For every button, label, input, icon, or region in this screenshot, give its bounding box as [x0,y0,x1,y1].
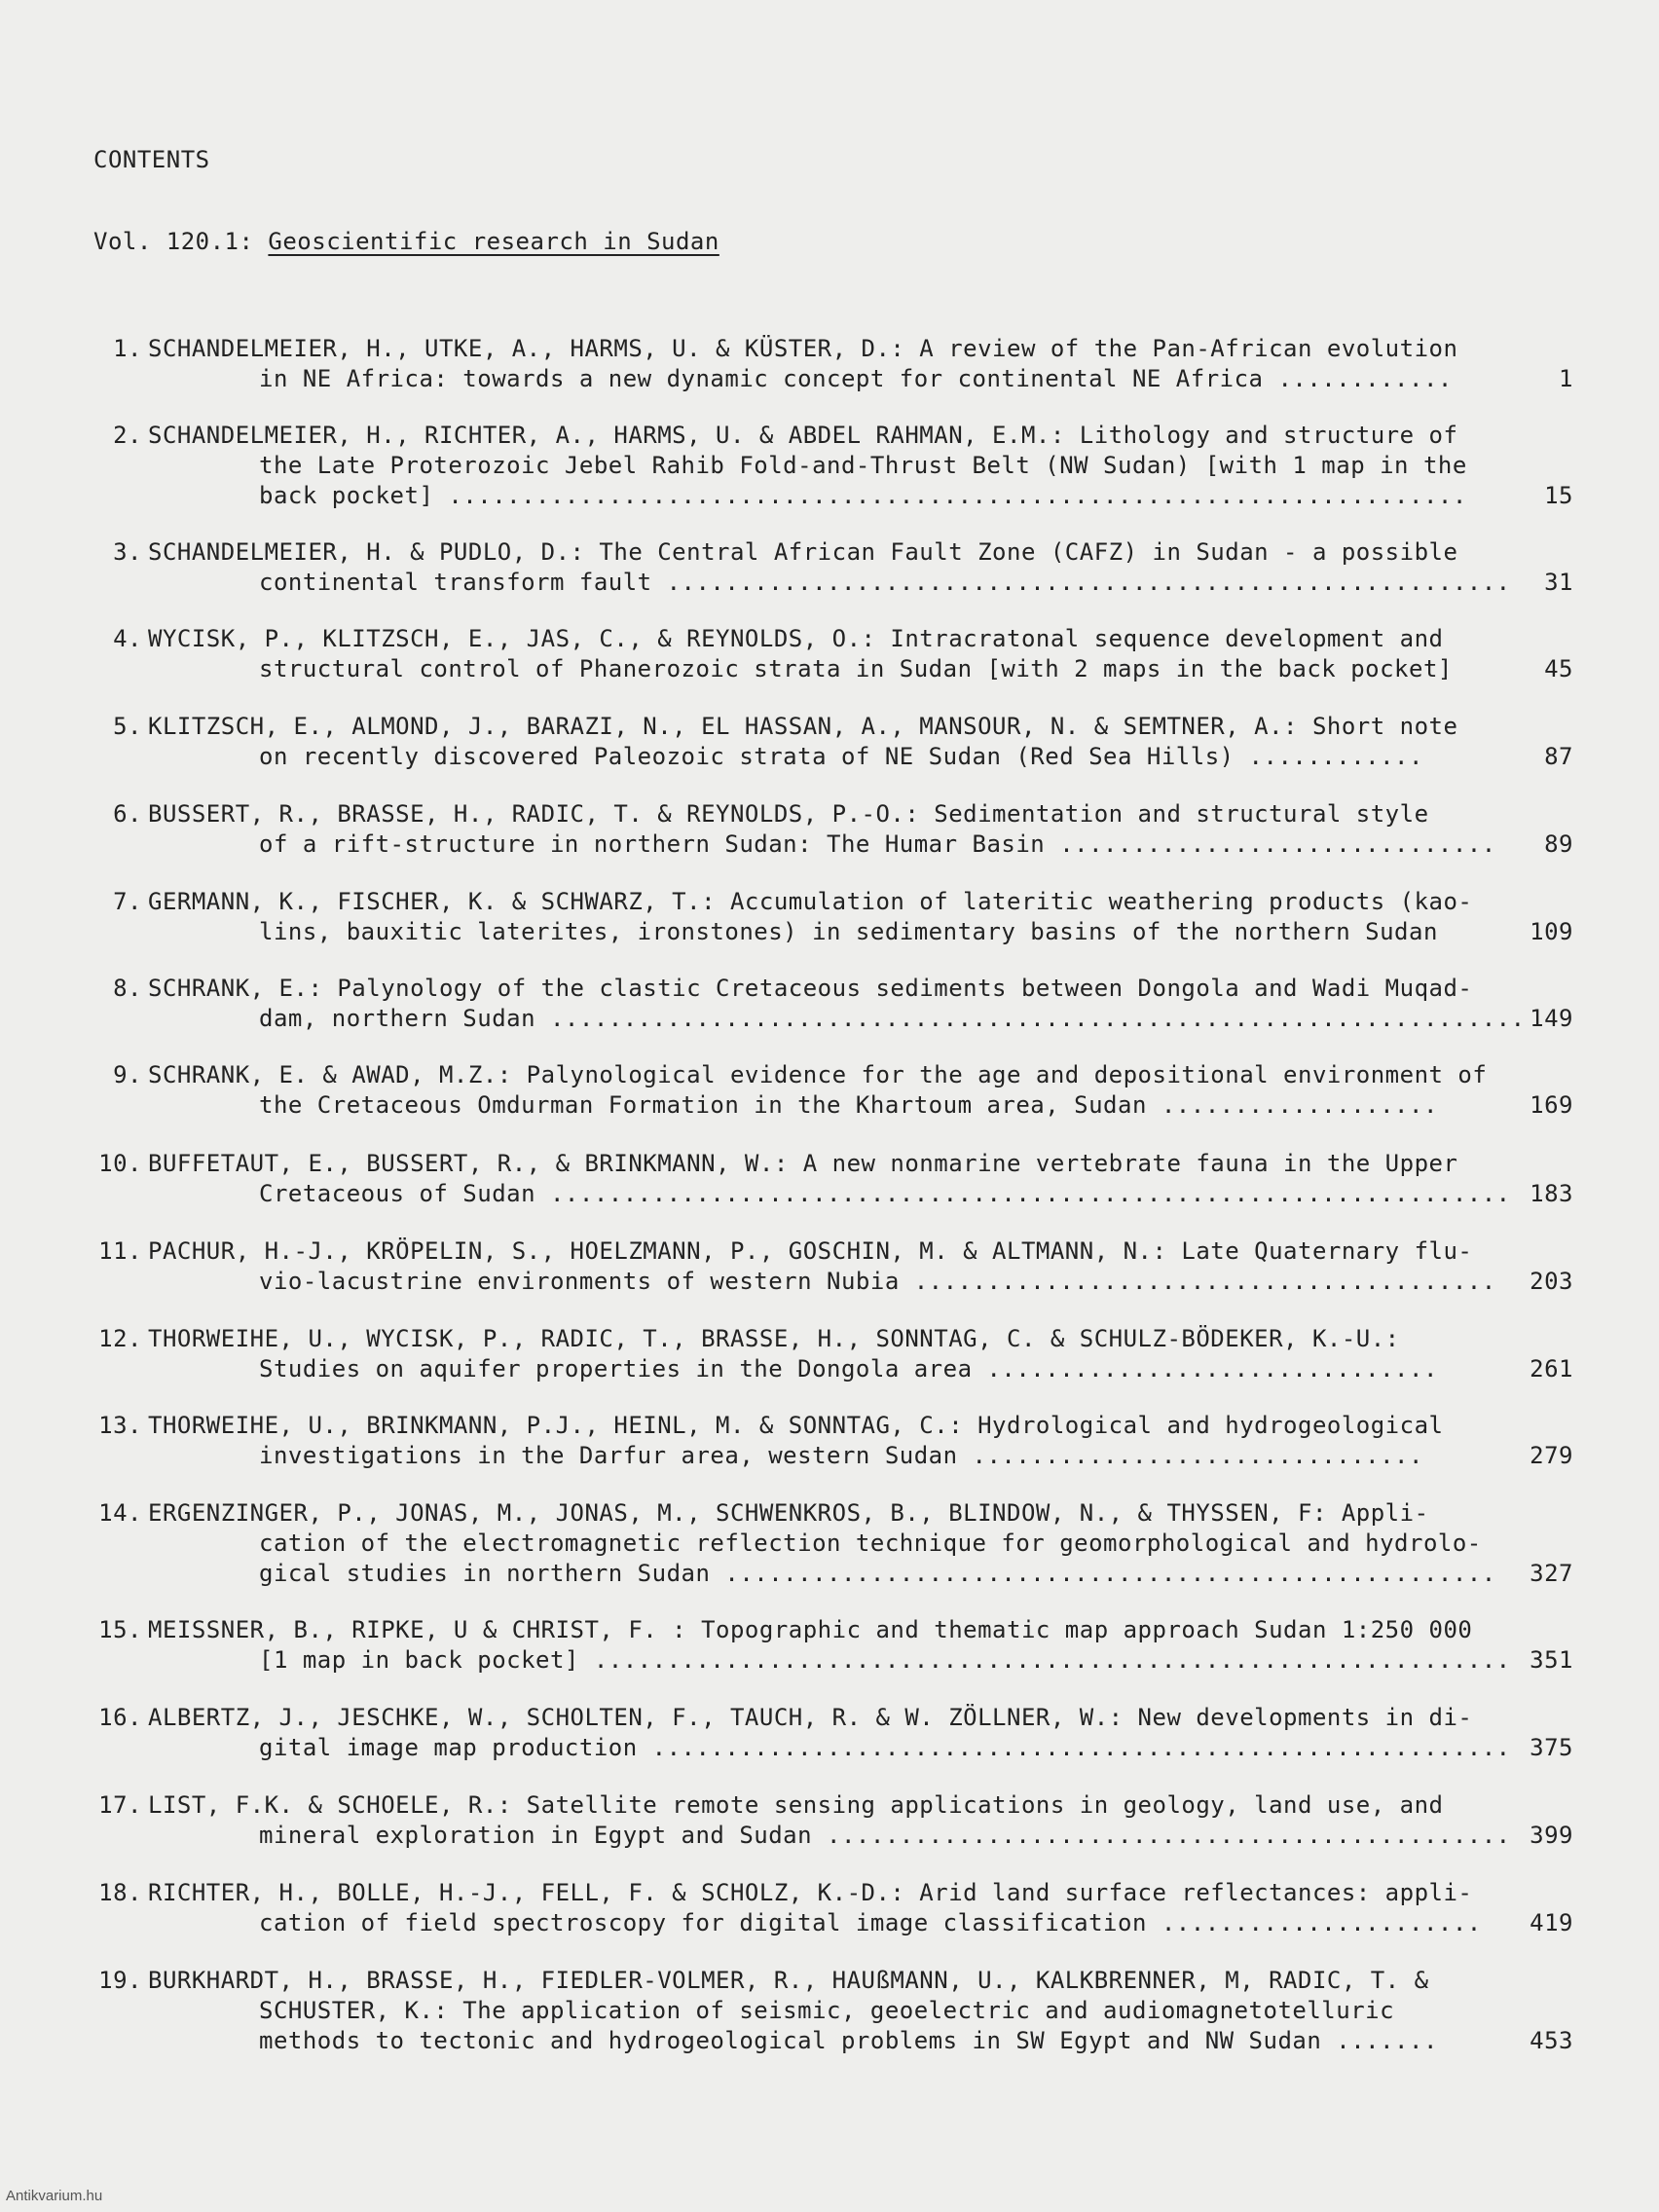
entry-authors: WYCISK, P., KLITZSCH, E., JAS, C., & REYNOLDS, O.: Intracratonal sequence development and [148,625,1444,652]
entry-authors: BUSSERT, R., BRASSE, H., RADIC, T. & REYNOLDS, P.-O.: Sedimentation and structural style [148,800,1429,828]
entry-title-line: in NE Africa: towards a new dynamic concept for continental NE Africa ............ [259,365,1453,392]
entry-title-line: continental transform fault .......................................................... [259,569,1511,596]
entry-page-number: 45 [1544,655,1573,682]
entry-title-line: back pocket] ...................................................................... [259,482,1467,509]
entry-page-number: 149 [1530,1005,1573,1032]
entry-title-line: vio-lacustrine environments of western Nubia ........................................ [259,1268,1496,1295]
entry-authors: KLITZSCH, E., ALMOND, J., BARAZI, N., EL HASSAN, A., MANSOUR, N. & SEMTNER, A.: Short note [148,713,1458,740]
entry-number: 3. [113,538,142,566]
entry-page-number: 1 [1559,365,1573,392]
entry-number: 16. [98,1704,142,1731]
toc-entry[interactable] [93,799,1573,860]
entry-title-line: dam, northern Sudan ................................................................... [259,1005,1526,1032]
volume-prefix: Vol. 120.1: [93,228,254,255]
entry-authors: SCHANDELMEIER, H., UTKE, A., HARMS, U. & KÜSTER, D.: A review of the Pan-African evolution [148,335,1458,362]
entry-page-number: 183 [1530,1180,1573,1207]
entry-title-line: the Cretaceous Omdurman Formation in the Khartoum area, Sudan ................... [259,1091,1438,1119]
volume-line [93,228,719,255]
contents-heading: CONTENTS [93,146,210,173]
entry-number: 7. [113,888,142,915]
entry-page-number: 31 [1544,569,1573,596]
entry-authors: SCHANDELMEIER, H., RICHTER, A., HARMS, U. & ABDEL RAHMAN, E.M.: Lithology and structure of [148,422,1458,449]
entry-authors: THORWEIHE, U., WYCISK, P., RADIC, T., BRASSE, H., SONNTAG, C. & SCHULZ-BÖDEKER, K.-U.: [148,1325,1400,1352]
entry-page-number: 87 [1544,743,1573,770]
entry-number: 4. [113,625,142,652]
toc-entry[interactable] [93,1703,1573,1763]
entry-title-line: gical studies in northern Sudan ..................................................... [259,1560,1496,1587]
entry-number: 13. [98,1412,142,1439]
entry-number: 14. [98,1499,142,1527]
toc-entry[interactable] [93,537,1573,598]
entry-number: 6. [113,800,142,828]
entry-title-line: gital image map production ........................................................... [259,1734,1511,1761]
entry-title-line: investigations in the Darfur area, western Sudan ............................... [259,1442,1423,1469]
entry-page-number: 109 [1530,918,1573,945]
toc-entry[interactable] [93,1060,1573,1121]
entry-title-line: lins, bauxitic laterites, ironstones) in sedimentary basins of the northern Sudan [259,918,1438,945]
entry-authors: LIST, F.K. & SCHOELE, R.: Satellite remote sensing applications in geology, land use, and [148,1791,1444,1819]
entry-authors: ALBERTZ, J., JESCHKE, W., SCHOLTEN, F., TAUCH, R. & W. ZÖLLNER, W.: New developments in di- [148,1704,1473,1731]
entry-title-line: structural control of Phanerozoic strata in Sudan [with 2 maps in the back pocket] [259,655,1453,682]
entry-number: 12. [98,1325,142,1352]
entry-title-line: cation of field spectroscopy for digital image classification ...................... [259,1909,1482,1936]
entry-authors: RICHTER, H., BOLLE, H.-J., FELL, F. & SCHOLZ, K.-D.: Arid land surface reflectances: appli- [148,1879,1473,1906]
toc-entry[interactable] [93,887,1573,947]
entry-number: 9. [113,1061,142,1088]
toc-entry[interactable] [93,974,1573,1034]
entry-authors: SCHRANK, E. & AWAD, M.Z.: Palynological evidence for the age and depositional environment of [148,1061,1488,1088]
entry-number: 10. [98,1150,142,1177]
entry-title-line: on recently discovered Paleozoic strata of NE Sudan (Red Sea Hills) ............ [259,743,1423,770]
entry-number: 8. [113,975,142,1002]
entry-authors: SCHANDELMEIER, H. & PUDLO, D.: The Central African Fault Zone (CAFZ) in Sudan - a possible [148,538,1458,566]
entry-authors: SCHRANK, E.: Palynology of the clastic Cretaceous sediments between Dongola and Wadi Muqad- [148,975,1473,1002]
toc-entry[interactable] [93,1966,1573,2056]
toc-entry[interactable] [93,1615,1573,1676]
entry-authors: MEISSNER, B., RIPKE, U & CHRIST, F. : Topographic and thematic map approach Sudan 1:250 000 [148,1616,1473,1643]
entry-number: 2. [113,422,142,449]
toc-entry[interactable] [93,1236,1573,1297]
toc-entry[interactable] [93,421,1573,511]
entry-authors: PACHUR, H.-J., KRÖPELIN, S., HOELZMANN, P., GOSCHIN, M. & ALTMANN, N.: Late Quaternary flu- [148,1237,1473,1265]
entry-number: 17. [98,1791,142,1819]
entry-page-number: 327 [1530,1560,1573,1587]
entry-authors: GERMANN, K., FISCHER, K. & SCHWARZ, T.: Accumulation of lateritic weathering products (kao- [148,888,1473,915]
entry-title-line: cation of the electromagnetic reflection technique for geomorphological and hydrolo- [259,1530,1482,1557]
entry-number: 18. [98,1879,142,1906]
entry-number: 11. [98,1237,142,1265]
entry-page-number: 279 [1530,1442,1573,1469]
toc-entry[interactable] [93,1411,1573,1471]
toc-entry[interactable] [93,1324,1573,1384]
entry-authors: THORWEIHE, U., BRINKMANN, P.J., HEINL, M. & SONNTAG, C.: Hydrological and hydrogeological [148,1412,1444,1439]
entry-page-number: 351 [1530,1646,1573,1674]
toc-entry[interactable] [93,1149,1573,1209]
entry-title-line: the Late Proterozoic Jebel Rahib Fold-and-Thrust Belt (NW Sudan) [with 1 map in the [259,452,1467,479]
entry-number: 5. [113,713,142,740]
entry-number: 15. [98,1616,142,1643]
entry-title-line: mineral exploration in Egypt and Sudan ............................................... [259,1822,1511,1849]
entry-authors: ERGENZINGER, P., JONAS, M., JONAS, M., SCHWENKROS, B., BLINDOW, N., & THYSSEN, F: Appli- [148,1499,1429,1527]
toc-entry[interactable] [93,1878,1573,1938]
entry-number: 1. [113,335,142,362]
toc-entry[interactable] [93,334,1573,394]
toc-entry[interactable] [93,624,1573,684]
entry-page-number: 203 [1530,1268,1573,1295]
entry-title-line: Cretaceous of Sudan .................................................................. [259,1180,1511,1207]
entry-page-number: 89 [1544,830,1573,858]
entry-title-line: of a rift-structure in northern Sudan: The Humar Basin .............................. [259,830,1496,858]
entry-page-number: 399 [1530,1822,1573,1849]
watermark: Antikvarium.hu [6,2188,103,2204]
entry-page-number: 375 [1530,1734,1573,1761]
entry-authors: BUFFETAUT, E., BUSSERT, R., & BRINKMANN, W.: A new nonmarine vertebrate fauna in the Upper [148,1150,1458,1177]
entry-title-line: [1 map in back pocket] ............................................................... [259,1646,1511,1674]
entry-page-number: 453 [1530,2027,1573,2054]
entry-page-number: 419 [1530,1909,1573,1936]
toc-entry[interactable] [93,712,1573,772]
toc-entry[interactable] [93,1498,1573,1589]
entry-page-number: 169 [1530,1091,1573,1119]
toc-entry[interactable] [93,1790,1573,1851]
entry-number: 19. [98,1967,142,1994]
entry-title-line: SCHUSTER, K.: The application of seismic, geoelectric and audiomagnetotelluric [259,1997,1395,2024]
entry-authors: BURKHARDT, H., BRASSE, H., FIEDLER-VOLMER, R., HAUßMANN, U., KALKBRENNER, M, RADIC, T. & [148,1967,1429,1994]
entry-title-line: Studies on aquifer properties in the Dongola area ............................... [259,1355,1438,1382]
entry-page-number: 15 [1544,482,1573,509]
entry-page-number: 261 [1530,1355,1573,1382]
volume-title: Geoscientific research in Sudan [268,228,719,255]
entry-title-line: methods to tectonic and hydrogeological problems in SW Egypt and NW Sudan ....... [259,2027,1438,2054]
